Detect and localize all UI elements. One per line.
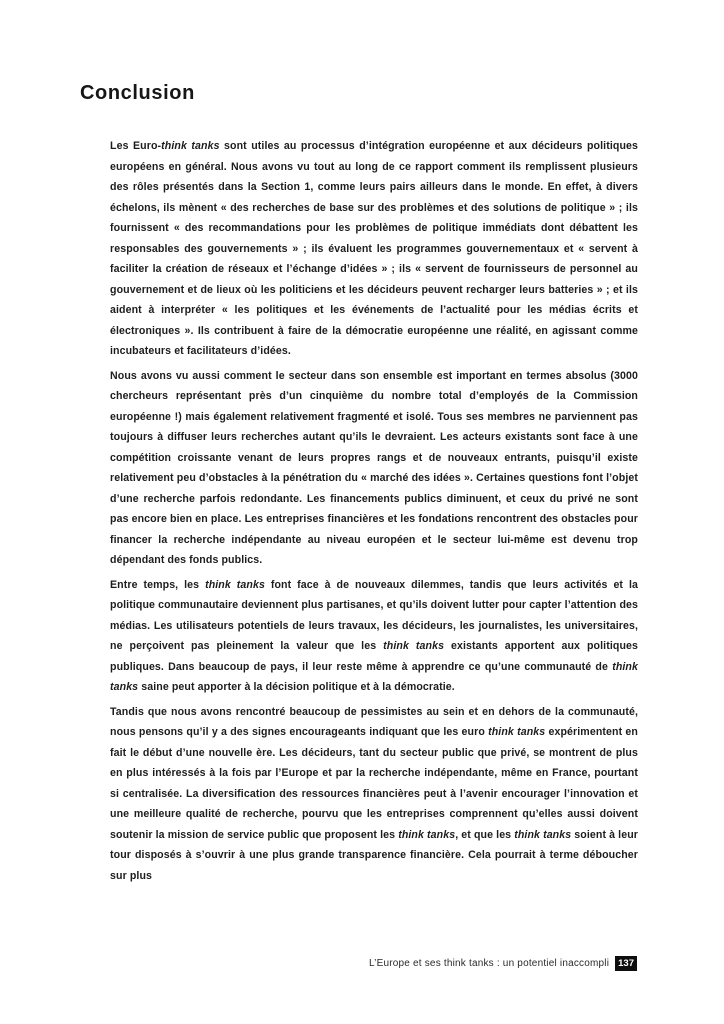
paragraph-text: expérimentent en fait le début d’une nouvelle ère. Les décideurs, tant du secteur public que privé, se montrent de plus en plus intéressés à la fois par l’Europe et par la recherche indépendante, même en France, pourtant si centralisée. La diversification des ressources financières peut à l’avenir encourager l’innovation et une meilleure qualité de recherche, pourvu que les entreprises comprennent qu’elles aussi doivent soutenir la mission de service public que proposent les (110, 726, 638, 841)
paragraph-text: sont utiles au processus d’intégration européenne et aux décideurs politiques européens en général. Nous avons vu tout au long de ce rapport comment ils remplissent plusieurs des rôles présentés dans la Section 1, comme leurs pairs ailleurs dans le monde. En effet, à divers échelons, ils mènent « des recherches de base sur des problèmes et des solutions de politique » ; ils fournissent « des recommandations pour les problèmes de politique immédiats dont débattent les responsables des gouvernements » ; ils évaluent les programmes gouvernementaux et « servent à faciliter la création de réseaux et l’échange d’idées » ; ils « servent de fournisseurs de personnel au gouvernement et de lieux où les politiciens et les décideurs peuvent recharger leurs batteries » ; et ils aident à interpréter « les politiques et les événements de l’actualité pour les médias écrits et électroniques ». Ils contribuent à faire de la démocratie européenne une réalité, en agissant comme incubateurs et facilitateurs d’idées. (110, 140, 639, 357)
think-tanks-emphasis: think tanks (398, 828, 456, 841)
body-paragraph (110, 366, 638, 571)
footer-title: L’Europe et ses think tanks : un potentiel inaccompli (368, 957, 610, 969)
body-paragraph (110, 575, 638, 698)
think-tanks-emphasis: think tanks (110, 660, 638, 693)
think-tanks-emphasis: think tanks (161, 140, 220, 152)
body-text (110, 136, 638, 890)
paragraph-text: , et que les (455, 828, 515, 841)
think-tanks-emphasis: think tanks (205, 578, 265, 591)
body-paragraph (110, 702, 638, 887)
paragraph-text: existants apportent aux politiques publiques. Dans beaucoup de pays, il leur reste même à apprendre ce qu’une communauté de (110, 640, 638, 673)
paragraph-text: Tandis que nous avons rencontré beaucoup de pessimistes au sein et en dehors de la communauté, nous pensons qu’il y a des signes encourageants indiquant que les euro (110, 705, 638, 738)
think-tanks-emphasis: think tanks (488, 726, 546, 738)
page-title: Conclusion (80, 82, 195, 104)
paragraph-text: saine peut apporter à la décision politique et à la démocratie. (138, 681, 455, 693)
think-tanks-emphasis: think tanks (383, 640, 445, 652)
paragraph-text: Nous avons vu aussi comment le secteur dans son ensemble est important en termes absolus (3000 chercheurs représentant près d’un cinquième du nombre total d’employés de la Commission européenne !) mais également relativement fragmenté et isolé. Tous ses membres ne parviennent pas toujours à diffuser leurs recherches autant qu’ils le devraient. Les acteurs existants sont face à une compétition croissante venant de leurs propres rangs et de nouveaux entrants, puisqu’il existe relativement peu d’obstacles à la pénétration du « marché des idées ». Certaines questions font l’objet d’une recherche parfois redondante. Les financements publics diminuent, et ceux du privé ne sont pas encore bien en place. Les entreprises financières et les fondations rencontrent des obstacles pour financer la recherche indépendante au niveau européen et le secteur lui-même est devenu trop dépendant des fonds publics. (110, 369, 638, 566)
think-tanks-emphasis: think tanks (514, 828, 572, 841)
paragraph-text: Les Euro- (110, 140, 162, 152)
page-number-badge: 137 (615, 956, 637, 971)
page-footer (369, 956, 637, 971)
paragraph-text: Entre temps, les (110, 578, 206, 591)
body-paragraph (110, 136, 638, 362)
paragraph-text: font face à de nouveaux dilemmes, tandis que leurs activités et la politique communautaire deviennent plus partisanes, et qu’ils doivent lutter pour capter l’attention des médias. Les utilisateurs potentiels de leurs travaux, les décideurs, les journalistes, les universitaires, ne perçoivent pas pleinement la valeur que les (110, 578, 639, 652)
paragraph-text: soient à leur tour disposés à s’ouvrir à une plus grande transparence financière. Cela pourrait à terme déboucher sur plus (110, 828, 638, 882)
